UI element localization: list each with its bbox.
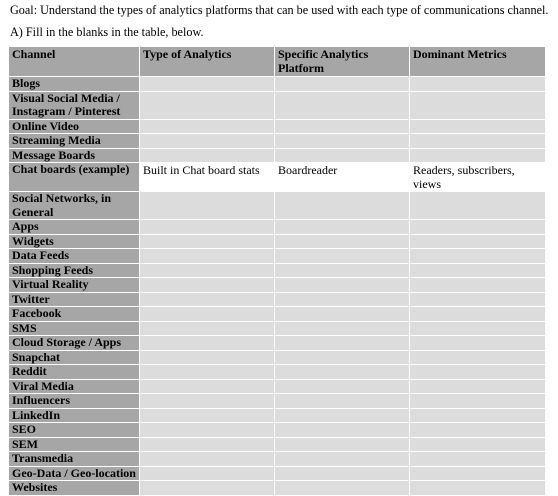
type-cell[interactable]	[140, 234, 275, 249]
platform-cell[interactable]	[275, 119, 410, 134]
type-cell[interactable]	[140, 91, 275, 119]
table-row	[9, 292, 546, 307]
metrics-cell[interactable]	[410, 263, 546, 278]
channel-cell: Apps	[9, 220, 140, 235]
metrics-cell[interactable]	[410, 307, 546, 322]
table-row	[9, 394, 546, 409]
type-cell[interactable]	[140, 336, 275, 351]
metrics-cell[interactable]	[410, 91, 546, 119]
channel-cell: Influencers	[9, 394, 140, 409]
table-row	[9, 423, 546, 438]
type-cell[interactable]	[140, 379, 275, 394]
platform-cell[interactable]	[275, 394, 410, 409]
type-cell[interactable]	[140, 77, 275, 92]
type-cell[interactable]	[140, 350, 275, 365]
table-row	[9, 220, 546, 235]
table-row	[9, 278, 546, 293]
analytics-table	[8, 46, 546, 496]
metrics-cell[interactable]	[410, 278, 546, 293]
metrics-cell[interactable]	[410, 452, 546, 467]
type-cell[interactable]	[140, 394, 275, 409]
table-row	[9, 91, 546, 119]
platform-cell[interactable]	[275, 192, 410, 220]
channel-cell: Twitter	[9, 292, 140, 307]
channel-cell: Virtual Reality	[9, 278, 140, 293]
channel-cell: Shopping Feeds	[9, 263, 140, 278]
platform-cell[interactable]	[275, 148, 410, 163]
platform-cell[interactable]	[275, 134, 410, 149]
platform-cell[interactable]	[275, 263, 410, 278]
table-row	[9, 437, 546, 452]
metrics-cell[interactable]	[410, 220, 546, 235]
table-body	[9, 77, 546, 496]
table-row	[9, 365, 546, 380]
table-row	[9, 134, 546, 149]
channel-cell: Visual Social Media / Instagram / Pinterest	[9, 91, 140, 119]
platform-cell[interactable]	[275, 307, 410, 322]
instruction-text: A) Fill in the blanks in the table, below.	[10, 25, 204, 39]
platform-cell[interactable]	[275, 350, 410, 365]
table-row	[9, 148, 546, 163]
channel-cell: Chat boards (example)	[9, 163, 140, 192]
platform-cell[interactable]	[275, 77, 410, 92]
table-row	[9, 192, 546, 220]
goal-text: Goal: Understand the types of analytics platforms that can be used with each type of communications channel.	[10, 3, 549, 17]
table-row	[9, 379, 546, 394]
type-cell[interactable]	[140, 466, 275, 481]
channel-cell: Message Boards	[9, 148, 140, 163]
table-row	[9, 234, 546, 249]
metrics-cell[interactable]	[410, 119, 546, 134]
metrics-cell[interactable]	[410, 249, 546, 264]
table-row	[9, 119, 546, 134]
metrics-cell[interactable]	[410, 77, 546, 92]
type-cell[interactable]	[140, 192, 275, 220]
header-dominant-metrics: Dominant Metrics	[410, 47, 546, 77]
table-row	[9, 307, 546, 322]
platform-cell[interactable]	[275, 292, 410, 307]
table-row	[9, 336, 546, 351]
platform-cell[interactable]	[275, 220, 410, 235]
table-row	[9, 452, 546, 467]
channel-cell: Reddit	[9, 365, 140, 380]
channel-cell: Websites	[9, 481, 140, 496]
channel-cell: Viral Media	[9, 379, 140, 394]
type-cell[interactable]	[140, 119, 275, 134]
metrics-cell[interactable]	[410, 292, 546, 307]
type-cell[interactable]	[140, 278, 275, 293]
platform-cell[interactable]	[275, 91, 410, 119]
channel-cell: SMS	[9, 321, 140, 336]
metrics-cell[interactable]	[410, 408, 546, 423]
header-specific-analytics-platform: Specific Analytics Platform	[275, 47, 410, 77]
metrics-cell[interactable]	[410, 423, 546, 438]
type-cell[interactable]	[140, 249, 275, 264]
channel-cell: Widgets	[9, 234, 140, 249]
metrics-cell[interactable]	[410, 148, 546, 163]
channel-cell: Transmedia	[9, 452, 140, 467]
channel-cell: Online Video	[9, 119, 140, 134]
table-header-row	[9, 47, 546, 77]
metrics-cell[interactable]	[410, 234, 546, 249]
type-cell[interactable]	[140, 321, 275, 336]
table-row	[9, 263, 546, 278]
channel-cell: SEM	[9, 437, 140, 452]
platform-cell[interactable]	[275, 466, 410, 481]
metrics-cell[interactable]	[410, 321, 546, 336]
platform-cell[interactable]	[275, 321, 410, 336]
table-row	[9, 163, 546, 192]
metrics-cell[interactable]	[410, 134, 546, 149]
platform-cell[interactable]	[275, 437, 410, 452]
channel-cell: Cloud Storage / Apps	[9, 336, 140, 351]
type-cell[interactable]	[140, 134, 275, 149]
header-channel: Channel	[9, 47, 140, 77]
metrics-cell[interactable]	[410, 350, 546, 365]
platform-cell[interactable]	[275, 379, 410, 394]
table-row	[9, 249, 546, 264]
table-row	[9, 408, 546, 423]
table-row	[9, 77, 546, 92]
channel-cell: Data Feeds	[9, 249, 140, 264]
type-cell[interactable]	[140, 292, 275, 307]
type-cell[interactable]	[140, 437, 275, 452]
platform-cell[interactable]: Boardreader	[275, 163, 410, 192]
platform-cell[interactable]	[275, 365, 410, 380]
platform-cell[interactable]	[275, 249, 410, 264]
channel-cell: Blogs	[9, 77, 140, 92]
platform-cell[interactable]	[275, 423, 410, 438]
table-row	[9, 321, 546, 336]
type-cell[interactable]	[140, 408, 275, 423]
type-cell[interactable]	[140, 452, 275, 467]
type-cell[interactable]	[140, 220, 275, 235]
type-cell[interactable]: Built in Chat board stats	[140, 163, 275, 192]
channel-cell: LinkedIn	[9, 408, 140, 423]
metrics-cell[interactable]	[410, 466, 546, 481]
header-type-of-analytics: Type of Analytics	[140, 47, 275, 77]
metrics-cell[interactable]	[410, 437, 546, 452]
metrics-cell[interactable]	[410, 379, 546, 394]
platform-cell[interactable]	[275, 234, 410, 249]
platform-cell[interactable]	[275, 278, 410, 293]
channel-cell: Snapchat	[9, 350, 140, 365]
type-cell[interactable]	[140, 148, 275, 163]
metrics-cell[interactable]: Readers, subscribers, views	[410, 163, 546, 192]
type-cell[interactable]	[140, 263, 275, 278]
type-cell[interactable]	[140, 423, 275, 438]
platform-cell[interactable]	[275, 336, 410, 351]
metrics-cell[interactable]	[410, 365, 546, 380]
metrics-cell[interactable]	[410, 394, 546, 409]
table-row	[9, 350, 546, 365]
table-row	[9, 466, 546, 481]
platform-cell[interactable]	[275, 452, 410, 467]
channel-cell: Social Networks, in General	[9, 192, 140, 220]
channel-cell: Streaming Media	[9, 134, 140, 149]
metrics-cell[interactable]	[410, 336, 546, 351]
channel-cell: Facebook	[9, 307, 140, 322]
channel-cell: SEO	[9, 423, 140, 438]
platform-cell[interactable]	[275, 408, 410, 423]
type-cell[interactable]	[140, 365, 275, 380]
type-cell[interactable]	[140, 307, 275, 322]
channel-cell: Geo-Data / Geo-location	[9, 466, 140, 481]
metrics-cell[interactable]	[410, 192, 546, 220]
